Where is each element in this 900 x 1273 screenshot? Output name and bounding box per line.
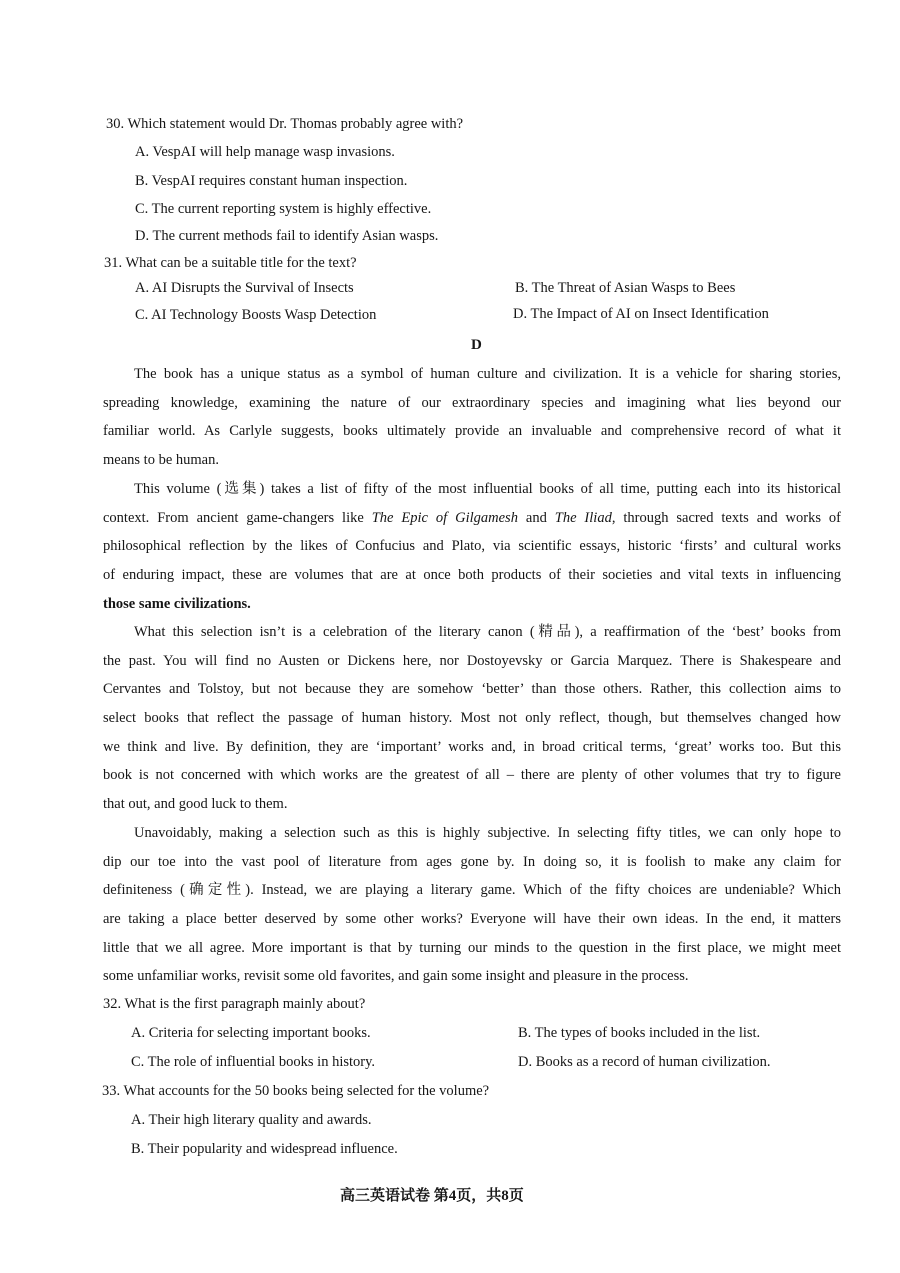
- question-33-stem: 33. What accounts for the 50 books being selected for the volume?: [102, 1083, 490, 1099]
- question-32-option-c: C. The role of influential books in history.: [131, 1054, 376, 1070]
- question-31-option-d: D. The Impact of AI on Insect Identification: [513, 306, 769, 322]
- question-33-option-b: B. Their popularity and widespread influence.: [131, 1141, 398, 1157]
- book-title-iliad: The Iliad: [554, 509, 612, 526]
- passage-line: of enduring impact, these are volumes that are at once both products of their societies and vital texts in influencing: [103, 567, 841, 584]
- question-31-option-a: A. AI Disrupts the Survival of Insects: [135, 280, 354, 296]
- passage-line: some unfamiliar works, revisit some old favorites, and gain some insight and pleasure in the process.: [103, 968, 689, 985]
- question-31-stem: 31. What can be a suitable title for the text?: [104, 255, 357, 271]
- passage-line: the past. You will find no Austen or Dickens here, nor Dostoyevsky or Garcia Marquez. There is Shakespeare and: [103, 652, 841, 669]
- question-33-option-a: A. Their high literary quality and awards.: [131, 1112, 372, 1128]
- question-30-option-a: A. VespAI will help manage wasp invasions.: [135, 144, 395, 160]
- page-footer: 高三英语试卷 第4页，共8页: [340, 1188, 524, 1204]
- question-31-option-c: C. AI Technology Boosts Wasp Detection: [135, 307, 377, 323]
- passage-line: are taking a place better deserved by some other works? Everyone will have their own ideas. In the end, it matters: [103, 911, 841, 928]
- passage-line: dip our toe into the vast pool of literature from ages gone by. In doing so, it is foolish to make any claim for: [103, 853, 841, 870]
- passage-line: book is not concerned with which works are the greatest of all – there are plenty of other volumes that try to figure: [103, 767, 841, 784]
- passage-line: This volume (选集) takes a list of fifty of the most influential books of all time, putting each into its historical: [134, 481, 841, 497]
- passage-paragraph-3: [103, 618, 841, 819]
- passage-text: context. From ancient game-changers like: [103, 509, 372, 526]
- passage-text: and: [517, 509, 555, 526]
- passage-line: we think and live. By definition, they are ‘important’ works and, in broad critical terms, ‘great’ works too. But this: [103, 738, 841, 755]
- passage-text: , through sacred texts and works of: [611, 509, 842, 526]
- passage-line-with-titles: [103, 504, 841, 533]
- passage-paragraph-2: [103, 475, 841, 618]
- passage-line: those same civilizations.: [103, 595, 251, 612]
- passage-line: definiteness (确定性). Instead, we are playing a literary game. Which of the fifty choices are undeniable? Which: [103, 882, 841, 899]
- passage-paragraph-1: [103, 360, 841, 475]
- passage-line: spreading knowledge, examining the nature of our extraordinary species and imagining what lies beyond our: [103, 394, 841, 411]
- passage-line: means to be human.: [103, 452, 219, 469]
- passage-line: select books that reflect the passage of human history. Most not only reflect, though, but themselves changed how: [103, 710, 841, 727]
- question-30-stem: 30. Which statement would Dr. Thomas probably agree with?: [106, 116, 464, 132]
- question-31-option-b: B. The Threat of Asian Wasps to Bees: [515, 280, 736, 296]
- passage-line: What this selection isn’t is a celebration of the literary canon (精品), a reaffirmation of the ‘best’ books from: [134, 624, 841, 640]
- question-30-option-b: B. VespAI requires constant human inspection.: [135, 173, 408, 189]
- passage-line: The book has a unique status as a symbol of human culture and civilization. It is a vehicle for sharing stories,: [134, 366, 841, 382]
- passage-line: little that we all agree. More important is that by turning our minds to the question in the first place, we might meet: [103, 939, 841, 956]
- passage-line: philosophical reflection by the likes of Confucius and Plato, via scientific essays, historic ‘firsts’ and cultural works: [103, 538, 841, 555]
- question-32-option-a: A. Criteria for selecting important books.: [131, 1025, 371, 1041]
- passage-line: Cervantes and Tolstoy, but not because they are somehow ‘better’ than those others. Rather, this collection aims to: [103, 681, 841, 698]
- question-30-option-d: D. The current methods fail to identify Asian wasps.: [135, 228, 439, 244]
- question-32-option-b: B. The types of books included in the list.: [518, 1025, 761, 1041]
- question-32-option-d: D. Books as a record of human civilization.: [518, 1054, 771, 1070]
- passage-line: familiar world. As Carlyle suggests, books ultimately provide an invaluable and comprehensive record of what it: [103, 423, 841, 440]
- passage-paragraph-4: [103, 819, 841, 991]
- section-label: D: [471, 337, 482, 353]
- passage-line: Unavoidably, making a selection such as this is highly subjective. In selecting fifty titles, we can only hope to: [134, 825, 841, 841]
- passage-line: that out, and good luck to them.: [103, 796, 288, 813]
- question-32-stem: 32. What is the first paragraph mainly about?: [103, 996, 366, 1012]
- book-title-gilgamesh: The Epic of Gilgamesh: [371, 509, 518, 526]
- question-30-option-c: C. The current reporting system is highly effective.: [135, 201, 432, 217]
